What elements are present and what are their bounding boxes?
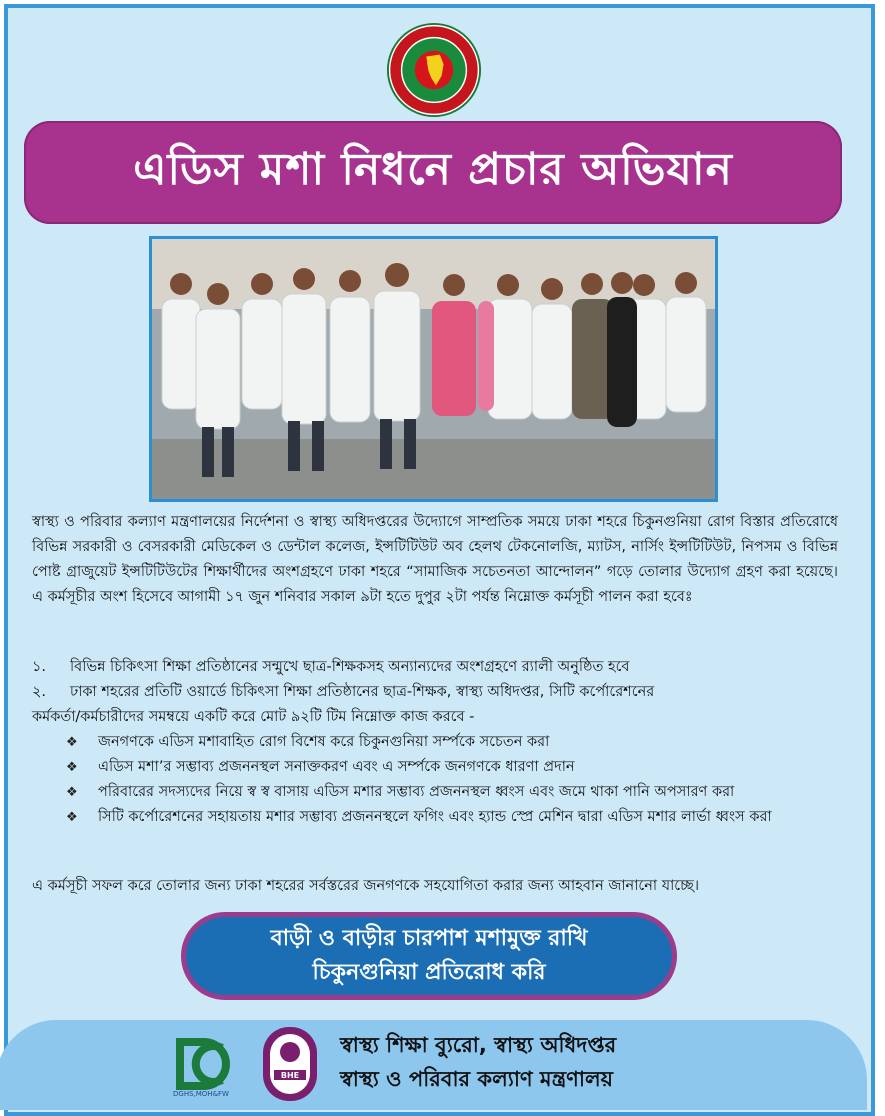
diamond-bullet-icon: ❖	[66, 785, 78, 800]
program-item-2	[32, 680, 838, 705]
diamond-bullet-icon: ❖	[66, 735, 78, 750]
diamond-bullet-icon: ❖	[66, 810, 78, 825]
page-title: এডিস মশা নিধনে প্রচার অভিযান	[133, 144, 733, 195]
list-item	[32, 805, 838, 830]
program-item-1	[32, 655, 838, 680]
slogan-line-1: বাড়ী ও বাড়ীর চারপাশ মশামুক্ত রাখি	[270, 926, 588, 951]
footer-line-2: স্বাস্থ্য ও পরিবার কল্যাণ মন্ত্রণালয়	[340, 1067, 613, 1091]
title-banner	[24, 121, 842, 224]
bullet-text: পরিবারের সদস্যদের নিয়ে স্ব স্ব বাসায় এডিস মশার সম্ভাব্য প্রজননস্থল ধ্বংস এবং জমে থাকা পানি অপসারণ করা	[98, 784, 735, 800]
item-text: ঢাকা শহরের প্রতিটি ওয়ার্ডে চিকিৎসা শিক্ষা প্রতিষ্ঠানের ছাত্র-শিক্ষক, স্বাস্থ্য অধিদপ্তর, সিটি কর্পোরেশনের	[70, 684, 655, 700]
footer-organization	[340, 1028, 760, 1096]
government-seal-icon	[386, 22, 482, 118]
bullet-list	[32, 730, 838, 830]
item-number: ১.	[32, 659, 47, 675]
bhe-logo-icon	[262, 1026, 318, 1102]
intro-paragraph: স্বাস্থ্য ও পরিবার কল্যাণ মন্ত্রণালয়ের নির্দেশনা ও স্বাস্থ্য অধিদপ্তরের উদ্যোগে সাম্প্রতিক সময়ে ঢাকা শহরে চিকুনগুনিয়া রোগ বিস্তার প্রতিরোধে বিভিন্ন সরকারী ও বেসরকারী মেডিকেল ও ডেন্টাল কলেজ, ইন্সটিটিউট অব হেলথ টেকনোলজি, ম্যাটস, নার্সিং ইন্সটিটিউট, নিপসম ও বিভিন্ন পোষ্ট গ্রাজুয়েট ইন্সটিটিউটের শিক্ষার্থীদের অংশগ্রহণে ঢাকা শহরে “সামাজিক সচেতনতা আন্দোলন” গড়ে তোলার উদ্যোগ গ্রহণ করা হয়েছে। এ কর্মসূচীর অংশ হিসেবে আগামী ১৭ জুন শনিবার সকাল ৯টা হতে দুপুর ২টা পর্যন্ত নিম্নোক্ত কর্মসূচী পালন করা হবেঃ	[32, 514, 838, 605]
bullet-text: সিটি কর্পোরেশনের সহায়তায় মশার সম্ভাব্য প্রজননস্থলে ফগিং এবং হ্যান্ড স্প্রে মেশিন দ্বারা এডিস মশার লার্ভা ধ্বংস করা	[98, 809, 772, 825]
item-number: ২.	[32, 684, 47, 700]
diamond-bullet-icon: ❖	[66, 760, 78, 775]
closing-text: এ কর্মসূচী সফল করে তোলার জন্য ঢাকা শহরের সর্বস্তরের জনগণকে সহযোগিতা করার জন্য আহবান জানানো যাচ্ছে।	[32, 878, 700, 894]
dghs-logo-text: DGHS,MOH&FW	[173, 1090, 229, 1098]
list-item	[32, 730, 838, 755]
program-item-2-continuation: কর্মকর্তা/কর্মচারীদের সমম্বয়ে একটি করে মোট ৯২টি টিম নিম্নোক্ত কাজ করবে -	[32, 709, 475, 725]
footer-line-1: স্বাস্থ্য শিক্ষা ব্যুরো, স্বাস্থ্য অধিদপ্তর	[340, 1033, 617, 1057]
bullet-text: জনগণকে এডিস মশাবাহিত রোগ বিশেষ করে চিকুনগুনিয়া সর্ম্পকে সচেতন করা	[98, 734, 550, 750]
slogan-banner	[181, 912, 677, 1000]
list-item	[32, 755, 838, 780]
dghs-logo-icon	[170, 1034, 232, 1098]
bhe-logo-text: BHE	[280, 1071, 300, 1080]
bullet-text: এডিস মশা’র সম্ভাব্য প্রজননস্থল সনাক্তকরণ এবং এ সর্ম্পকে জনগণকে ধারণা প্রদান	[98, 759, 575, 775]
program-list	[32, 655, 838, 830]
slogan-line-2: চিকুনগুনিয়া প্রতিরোধ করি	[312, 960, 546, 985]
item-text: বিভিন্ন চিকিৎসা শিক্ষা প্রতিষ্ঠানের সন্মুখে ছাত্র-শিক্ষকসহ অন্যান্যদের অংশগ্রহণে র‌্যালী অনুষ্ঠিত হবে	[70, 659, 630, 675]
group-photo	[149, 236, 718, 502]
list-item	[32, 780, 838, 805]
